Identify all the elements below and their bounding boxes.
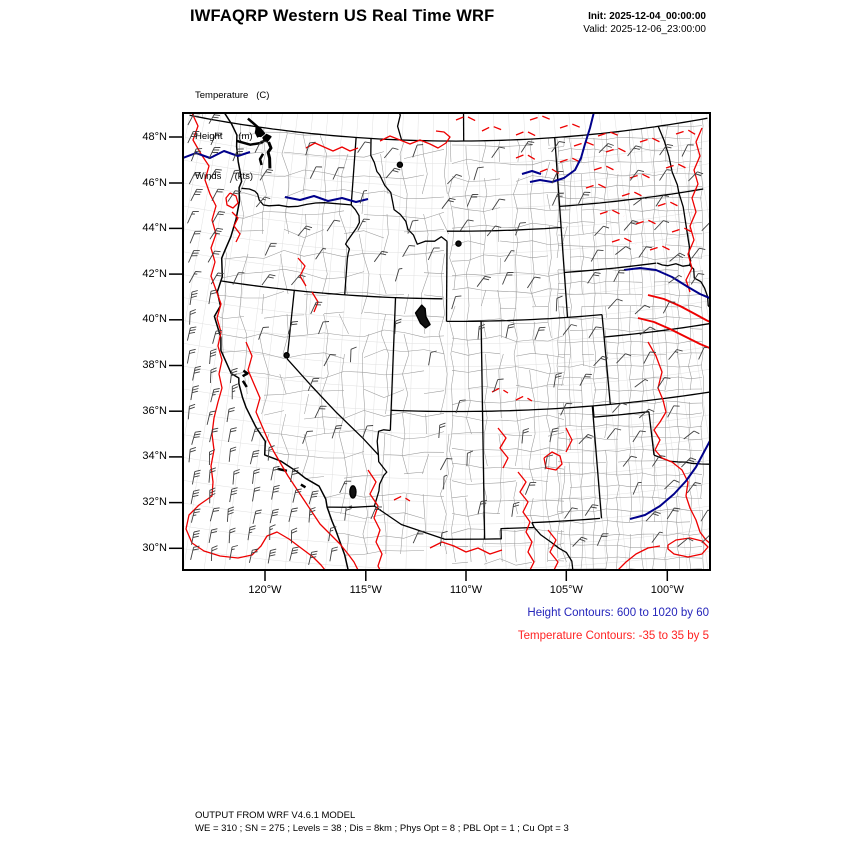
lon-tick-label: 110°W	[449, 584, 483, 596]
height-contours-note: Height Contours: 600 to 1020 by 60	[527, 607, 709, 619]
lat-tick-label: 30°N	[142, 541, 167, 554]
lon-tick-label: 120°W	[248, 584, 282, 596]
legend-height: Height (m)	[195, 130, 253, 142]
lon-tick-label: 100°W	[650, 584, 684, 596]
temperature-contours-note: Temperature Contours: -35 to 35 by 5	[517, 630, 709, 642]
lon-tick-label: 115°W	[349, 584, 382, 596]
lat-tick-label: 34°N	[142, 450, 167, 463]
legend-temperature: Temperature (C)	[195, 90, 270, 101]
init-timestamp: Init: 2025-12-04_00:00:00	[588, 11, 706, 22]
lat-tick-label: 38°N	[142, 359, 167, 371]
model-config-line: WE = 310 ; SN = 275 ; Levels = 38 ; Dis = 8km ; Phys Opt = 8 ; PBL Opt = 1 ; Cu Opt = 3	[195, 823, 569, 834]
lat-tick-label: 40°N	[142, 313, 167, 326]
lat-tick-label: 42°N	[142, 267, 167, 280]
model-output-line: OUTPUT FROM WRF V4.6.1 MODEL	[195, 810, 356, 821]
lat-tick-label: 46°N	[142, 176, 167, 189]
lon-tick-label: 105°W	[549, 584, 583, 596]
lat-tick-label: 36°N	[142, 404, 167, 417]
variable-legend	[195, 62, 269, 211]
valid-timestamp: Valid: 2025-12-06_23:00:00	[583, 24, 706, 35]
page-title: IWFAQRP Western US Real Time WRF	[190, 7, 495, 25]
legend-winds: Winds (kts)	[195, 171, 254, 182]
lat-tick-label: 32°N	[142, 496, 167, 509]
lat-tick-label: 44°N	[142, 221, 167, 234]
lat-tick-label: 48°N	[142, 130, 167, 143]
